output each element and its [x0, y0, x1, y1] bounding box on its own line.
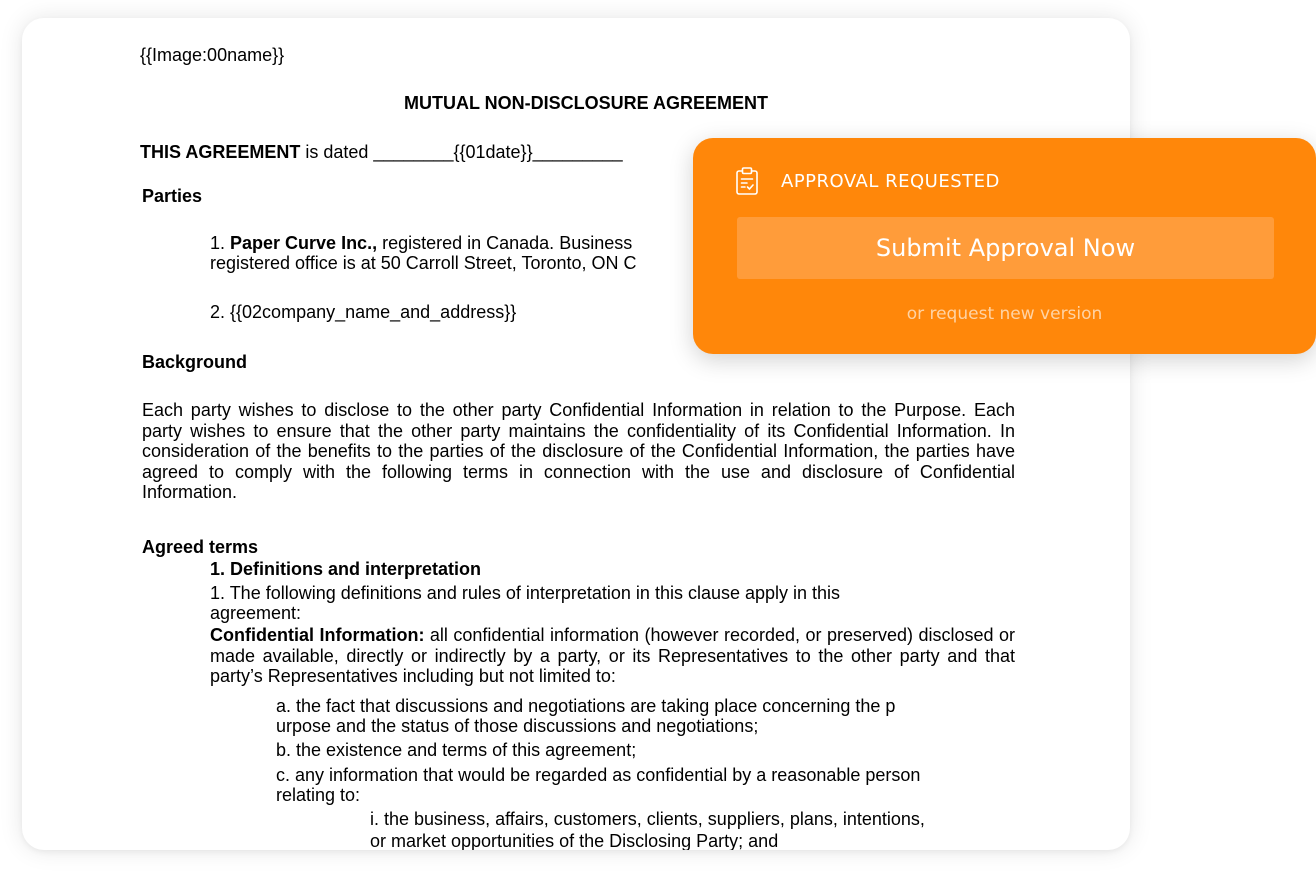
background-paragraph: Each party wishes to disclose to the other party Confidential Information in relation to the Purpose. Each party wishes to ensure that the other party maintains the confidentiality of its Confidential Information. In consideration of the benefits to the parties of the disclosure of the Confidential Information, the parties have agreed to comply with the following terms in connection with the use and disclosure of Confidential Information. [142, 400, 1015, 502]
item-i-line-1: i. the business, affairs, customers, clients, suppliers, plans, intentions, [370, 809, 925, 829]
item-b: b. the existence and terms of this agreement; [276, 740, 637, 760]
document-title: MUTUAL NON-DISCLOSURE AGREEMENT [404, 93, 768, 113]
agreement-date-field: is dated ________{{01date}}_________ [300, 142, 623, 162]
agreement-date-line [140, 142, 623, 162]
party-1-line-2: registered office is at 50 Carroll Street, Toronto, ON C [210, 253, 637, 273]
confidential-information-text: all confidential information (however recorded, or preserved) disclosed or made available, directly or indirectly by a party, or its Representatives to the other party and that party’s Representatives including but not limited to: [210, 625, 1015, 686]
item-c-line-1: c. any information that would be regarded as confidential by a reasonable person [276, 765, 921, 785]
parties-heading: Parties [142, 186, 203, 206]
agreement-date-label: THIS AGREEMENT [140, 142, 301, 162]
party-2: 2. {{02company_name_and_address}} [210, 302, 517, 322]
item-a-line-2: urpose and the status of those discussions and negotiations; [276, 716, 759, 736]
approval-status-title: APPROVAL REQUESTED [781, 171, 1000, 192]
confidential-information-definition [210, 625, 1015, 687]
approval-request-panel [693, 138, 1316, 354]
item-c-line-2: relating to: [276, 785, 361, 805]
item-i-line-2: or market opportunities of the Disclosing Party; and [370, 831, 779, 850]
definitions-intro-line-2: agreement: [210, 603, 302, 623]
background-heading: Background [142, 352, 248, 372]
party-1-line-1 [210, 233, 632, 253]
party-1-number: 1. [210, 233, 231, 253]
definitions-intro-line-1: 1. The following definitions and rules of interpretation in this clause apply in this [210, 583, 841, 603]
party-1-line-1-text: registered in Canada. Business [377, 233, 633, 253]
confidential-information-term: Confidential Information: [210, 625, 425, 645]
submit-approval-button[interactable]: Submit Approval Now [737, 217, 1274, 279]
item-a-line-1: a. the fact that discussions and negotiations are taking place concerning the p [276, 696, 896, 716]
agreed-terms-heading: Agreed terms [142, 537, 259, 557]
clipboard-check-icon [735, 166, 759, 196]
definitions-heading: 1. Definitions and interpretation [210, 559, 482, 579]
party-1-name: Paper Curve Inc., [230, 233, 378, 253]
image-placeholder: {{Image:00name}} [140, 45, 285, 65]
request-new-version-link[interactable]: or request new version [906, 304, 1103, 324]
